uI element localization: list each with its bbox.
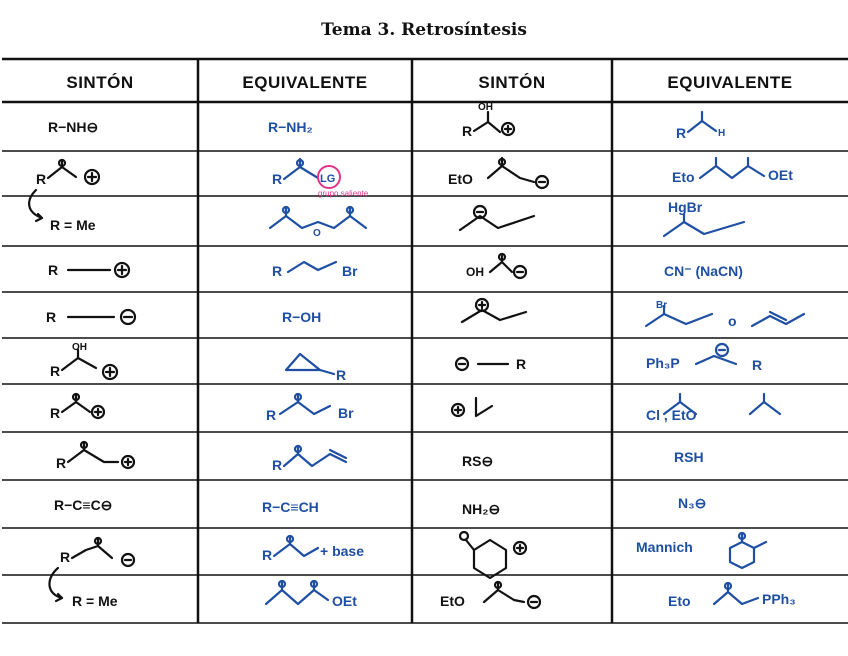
svg-text:OH: OH bbox=[72, 342, 87, 353]
equivalent-grignard bbox=[664, 199, 744, 236]
svg-text:R: R bbox=[676, 125, 687, 141]
equivalent-mannich bbox=[636, 533, 766, 568]
equivalent-epoxide bbox=[286, 354, 346, 383]
leaving-group-note: grupo saliente bbox=[318, 189, 369, 198]
synthon-amide-anion: R−NH⊖ bbox=[48, 119, 99, 135]
header-synthon-1: SINTÓN bbox=[66, 73, 134, 92]
row-6 bbox=[50, 342, 762, 383]
svg-text:O: O bbox=[313, 228, 321, 239]
svg-text:EtO: EtO bbox=[440, 593, 465, 609]
row-4 bbox=[48, 254, 743, 279]
row-5 bbox=[46, 299, 804, 329]
svg-text:Br: Br bbox=[338, 405, 354, 421]
row-7 bbox=[50, 394, 780, 423]
svg-text:Eto: Eto bbox=[668, 593, 691, 609]
svg-text:LG: LG bbox=[320, 173, 336, 185]
svg-text:R: R bbox=[36, 171, 47, 187]
synthon-methylene-cation bbox=[48, 262, 129, 278]
synthon-ketone-enolate bbox=[49, 538, 134, 601]
synthon-alkoxide bbox=[46, 309, 135, 325]
synthon-alpha-acyl-cation bbox=[50, 394, 104, 421]
svg-text:PPh₃: PPh₃ bbox=[762, 591, 796, 607]
synthon-cyclohexanone-cation bbox=[460, 532, 526, 578]
svg-text:R: R bbox=[516, 356, 527, 372]
equivalent-acyl-leaving-group bbox=[272, 159, 369, 198]
equivalent-alkyl-bromide bbox=[272, 262, 358, 279]
svg-text:R: R bbox=[262, 547, 273, 563]
equivalent-bromide-or-alkene bbox=[646, 300, 804, 329]
synthon-acetylide: R−C≡C⊖ bbox=[54, 497, 113, 513]
equivalent-aldehyde bbox=[676, 112, 725, 141]
equivalent-vinyl-ketone bbox=[272, 446, 346, 473]
synthon-eto-label: EtO bbox=[448, 171, 473, 187]
synthon-secondary-carbocation bbox=[462, 299, 526, 322]
equivalent-alcohol: R−OH bbox=[282, 309, 322, 325]
svg-text:OEt: OEt bbox=[332, 593, 357, 609]
svg-text:Br: Br bbox=[656, 300, 668, 311]
equivalent-acyl-chloride-ester bbox=[646, 394, 780, 423]
equivalent-amine: R−NH₂ bbox=[268, 119, 313, 135]
svg-text:OH: OH bbox=[478, 102, 493, 113]
row-1 bbox=[48, 102, 725, 141]
svg-text:R: R bbox=[462, 123, 473, 139]
svg-text:R: R bbox=[272, 263, 283, 279]
synthon-ester-enolate-2 bbox=[440, 582, 540, 609]
svg-text:R: R bbox=[752, 357, 763, 373]
row-11 bbox=[72, 581, 796, 609]
equivalent-cyanide: CN⁻ (NaCN) bbox=[664, 263, 743, 279]
equivalent-azide: N₃⊖ bbox=[678, 495, 707, 511]
svg-text:H: H bbox=[718, 128, 726, 139]
synthon-ester-enolate bbox=[448, 158, 548, 188]
synthon-amide-ion: NH₂⊖ bbox=[462, 501, 501, 517]
equivalent-beta-ketoester bbox=[266, 581, 357, 609]
svg-text:Br: Br bbox=[342, 263, 358, 279]
svg-text:OH: OH bbox=[466, 265, 484, 279]
row-3 bbox=[50, 199, 744, 239]
svg-text:Eto: Eto bbox=[672, 169, 695, 185]
synthon-hydroxy-acyl-anion bbox=[466, 254, 526, 279]
svg-text:Ph₃P: Ph₃P bbox=[646, 355, 680, 371]
equivalent-alpha-bromoketone bbox=[266, 394, 354, 423]
svg-text:R: R bbox=[60, 549, 71, 565]
svg-text:Mannich: Mannich bbox=[636, 539, 693, 555]
equivalent-phosphonium-ylide bbox=[668, 583, 796, 609]
svg-text:R: R bbox=[48, 262, 59, 278]
or-label: o bbox=[728, 313, 737, 329]
synthon-vinyl-cation bbox=[56, 442, 134, 471]
row-8 bbox=[56, 442, 704, 473]
svg-text:R: R bbox=[272, 171, 283, 187]
svg-text:R: R bbox=[272, 457, 283, 473]
header-equivalent-1: EQUIVALENTE bbox=[242, 73, 368, 92]
svg-text:R: R bbox=[46, 309, 57, 325]
table-grid bbox=[2, 59, 848, 623]
svg-text:R: R bbox=[56, 455, 67, 471]
svg-text:+ base: + base bbox=[320, 543, 364, 559]
note-r-equals-me-2: R = Me bbox=[72, 593, 118, 609]
page-title: Tema 3. Retrosíntesis bbox=[321, 20, 527, 40]
equivalent-ylide bbox=[646, 344, 762, 373]
synthon-acyl-cation bbox=[29, 160, 99, 221]
synthon-thiolate: RS⊖ bbox=[462, 453, 494, 469]
equivalent-malonate bbox=[672, 158, 793, 185]
equivalent-alkyne: R−C≡CH bbox=[262, 499, 319, 515]
row-9 bbox=[54, 495, 706, 517]
grignard-label: HgBr bbox=[668, 199, 703, 215]
svg-text:R: R bbox=[50, 405, 61, 421]
header-equivalent-2: EQUIVALENTE bbox=[667, 73, 793, 92]
row-10 bbox=[49, 532, 766, 601]
svg-text:Cl , EtO: Cl , EtO bbox=[646, 407, 697, 423]
svg-text:R: R bbox=[266, 407, 277, 423]
note-r-equals-me-1: R = Me bbox=[50, 217, 96, 233]
svg-text:R: R bbox=[50, 363, 61, 379]
synthon-secondary-carbanion bbox=[460, 206, 534, 230]
svg-text:OEt: OEt bbox=[768, 167, 793, 183]
synthon-alkyl-anion bbox=[456, 356, 526, 372]
synthon-acetyl-cation bbox=[452, 398, 492, 416]
synthon-hydroxy-carbocation bbox=[50, 342, 117, 379]
synthon-hydroxy-cation bbox=[462, 102, 514, 139]
equivalent-ketone-plus-base bbox=[262, 536, 364, 563]
svg-text:R: R bbox=[336, 367, 347, 383]
header-synthon-2: SINTÓN bbox=[478, 73, 546, 92]
equivalent-thiol: RSH bbox=[674, 449, 704, 465]
equivalent-anhydride bbox=[270, 207, 366, 239]
